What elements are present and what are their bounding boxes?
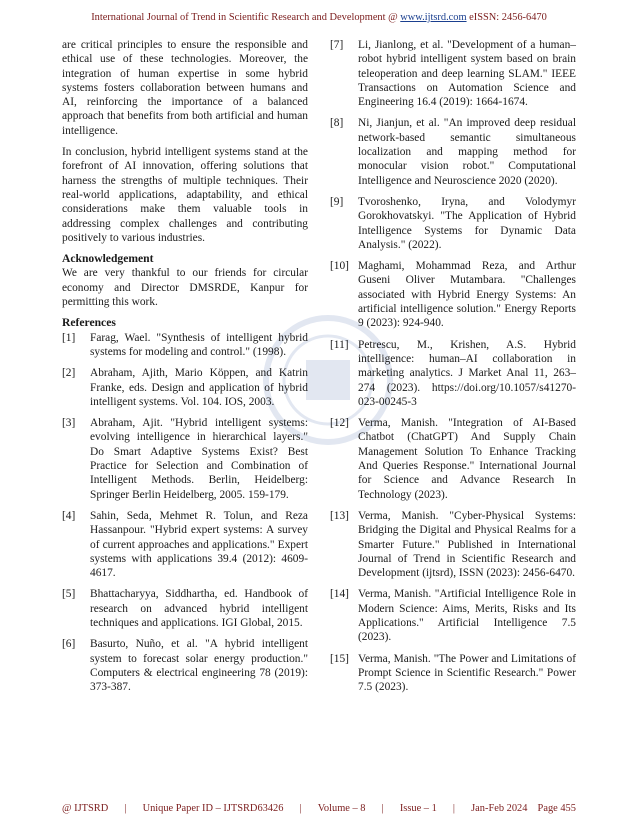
journal-website-link[interactable]: www.ijtsrd.com [400,12,467,23]
reference-item [62,509,308,580]
reference-text: Petrescu, M., Krishen, A.S. Hybrid intelligence: human–AI collaboration in marketing analytics. J Market Anal 11, 263–274 (2023). https://doi.org/10.1057/s41270-023-00245-3 [358,338,576,408]
reference-text: Tvoroshenko, Iryna, and Volodymyr Gorokhovatskyi. "The Application of Hybrid Intelligence Systems for Dynamic Data Analysis." (2022). [358,195,576,251]
reference-item [62,637,308,694]
reference-number: [5] [62,588,76,601]
footer-issue: Issue – 1 [399,803,437,814]
journal-header [0,12,638,23]
reference-item [330,338,576,409]
reference-text: Verma, Manish. "Artificial Intelligence Role in Modern Science: Aims, Merits, Risks and Its Applications." Artificial Intelligence 7.5 (2023). [358,588,576,644]
reference-item [330,416,576,502]
reference-number: [8] [330,117,344,130]
reference-number: [9] [330,195,344,208]
references-list-left [62,331,308,695]
reference-text: Farag, Wael. "Synthesis of intelligent hybrid systems for modeling and control." (1998). [90,331,308,358]
reference-text: Verma, Manish. "Integration of AI-Based Chatbot (ChatGPT) And Supply Chain Management Solution To Enhance Tracking And Queries Response." International Journal for Science and Advance Research In Technology (2023). [358,417,576,501]
reference-number: [6] [62,638,76,651]
reference-text: Ni, Jianjun, et al. "An improved deep residual network-based semantic simultaneous localization and mapping method for monocular vision robot." Computational Intelligence and Neuroscience 2020 (2020). [358,117,576,187]
reference-number: [7] [330,39,344,51]
reference-number: [2] [62,367,76,380]
reference-item [330,116,576,187]
footer-date: Jan-Feb 2024 [471,803,528,814]
reference-number: [14] [330,588,349,601]
header-title: International Journal of Trend in Scientific Research and Development @ [91,12,401,23]
reference-item [330,38,576,109]
reference-number: [15] [330,652,349,665]
reference-item [62,416,308,502]
reference-number: [1] [62,331,76,344]
reference-text: Li, Jianlong, et al. "Development of a human–robot hybrid intelligent system based on brain teleoperation and deep learning SLAM." IEEE Transactions on Automation Science and Engineering 16.4 (2019): 1664-1674. [358,39,576,109]
footer-journal: @ IJTSRD [62,803,109,814]
footer-separator: | [124,803,127,814]
reference-item [330,509,576,580]
reference-text: Verma, Manish. "The Power and Limitations of Prompt Science in Scientific Research." Power 7.5 (2023). [358,652,576,694]
reference-item [330,195,576,252]
footer-page-number: Page 455 [537,803,576,814]
references-heading: References [62,316,116,330]
reference-item [62,587,308,630]
acknowledgement-text: We are very thankful to our friends for circular economy and Director DMSRDE, Kanpur for permitting this work. [62,267,308,309]
conclusion-paragraph: In conclusion, hybrid intelligent systems stand at the forefront of AI innovation, offering solutions that harness the strengths of multiple techniques. Their real-world applications, adaptability, and ethical considerations make them valuable tools in addressing complex challenges and contributing positively to various industries. [62,146,308,244]
reference-number: [10] [330,260,349,273]
reference-text: Abraham, Ajith, Mario Köppen, and Katrin Franke, eds. Design and application of hybrid intelligent systems. Vol. 104. IOS, 2003. [90,367,308,408]
reference-item [330,259,576,330]
reference-text: Abraham, Ajit. "Hybrid intelligent systems: evolving intelligence in hierarchical layers." Do Smart Adaptive Systems Exist? Best Practice for Selection and Combination of Intelligent Methods. Berlin, Heidelberg: Springer Berlin Heidelberg, 2005. 159-179. [90,417,308,501]
footer-separator: | [452,803,456,814]
reference-text: Maghami, Mohammad Reza, and Arthur Guseni Oliver Mutambara. "Challenges associated with Hybrid Energy Systems: An artificial intelligence solution." Energy Reports 9 (2023): 924-940. [358,260,576,330]
body-paragraph: are critical principles to ensure the responsible and ethical use of these technologies. Moreover, the integration of human expertise in some hybrid systems fosters collaboration between humans and AI, reinforcing the importance of a balanced approach that benefits from both artificial and human intelligence. [62,39,308,137]
reference-number: [13] [330,509,349,522]
reference-item [330,652,576,695]
reference-text: Verma, Manish. "Cyber-Physical Systems: Bridging the Digital and Physical Realms for a Smarter Future." Published in International Journal of Trend in Scientific Research and Development (ijtsrd), ISSN (2023): 2456-6470. [358,509,576,580]
references-list-right [330,38,576,694]
right-column [330,38,576,701]
left-column [62,38,308,701]
reference-text: Sahin, Seda, Mehmet R. Tolun, and Reza Hassanpour. "Hybrid expert systems: A survey of current approaches and applications." Expert systems with applications 39.4 (2012): 4609-4617. [90,509,308,580]
reference-number: [4] [62,509,76,522]
reference-item [62,331,308,360]
reference-number: [3] [62,417,76,430]
reference-item [62,366,308,409]
reference-text: Basurto, Nuño, et al. "A hybrid intelligent system to forecast solar energy production." Computers & electrical engineering 78 (2019): 373-387. [90,638,308,694]
footer-separator: | [299,803,302,814]
reference-text: Bhattacharyya, Siddhartha, ed. Handbook of research on advanced hybrid intelligent techniques and applications. IGI Global, 2015. [90,588,308,629]
page-footer [62,803,576,814]
reference-item [330,587,576,644]
acknowledgement-heading: Acknowledgement [62,252,154,266]
footer-volume: Volume – 8 [317,803,366,814]
footer-paper-id: Unique Paper ID – IJTSRD63426 [142,803,284,814]
header-issn: eISSN: 2456-6470 [466,12,547,23]
footer-separator: | [381,803,384,814]
reference-number: [11] [330,338,349,351]
reference-number: [12] [330,417,349,430]
